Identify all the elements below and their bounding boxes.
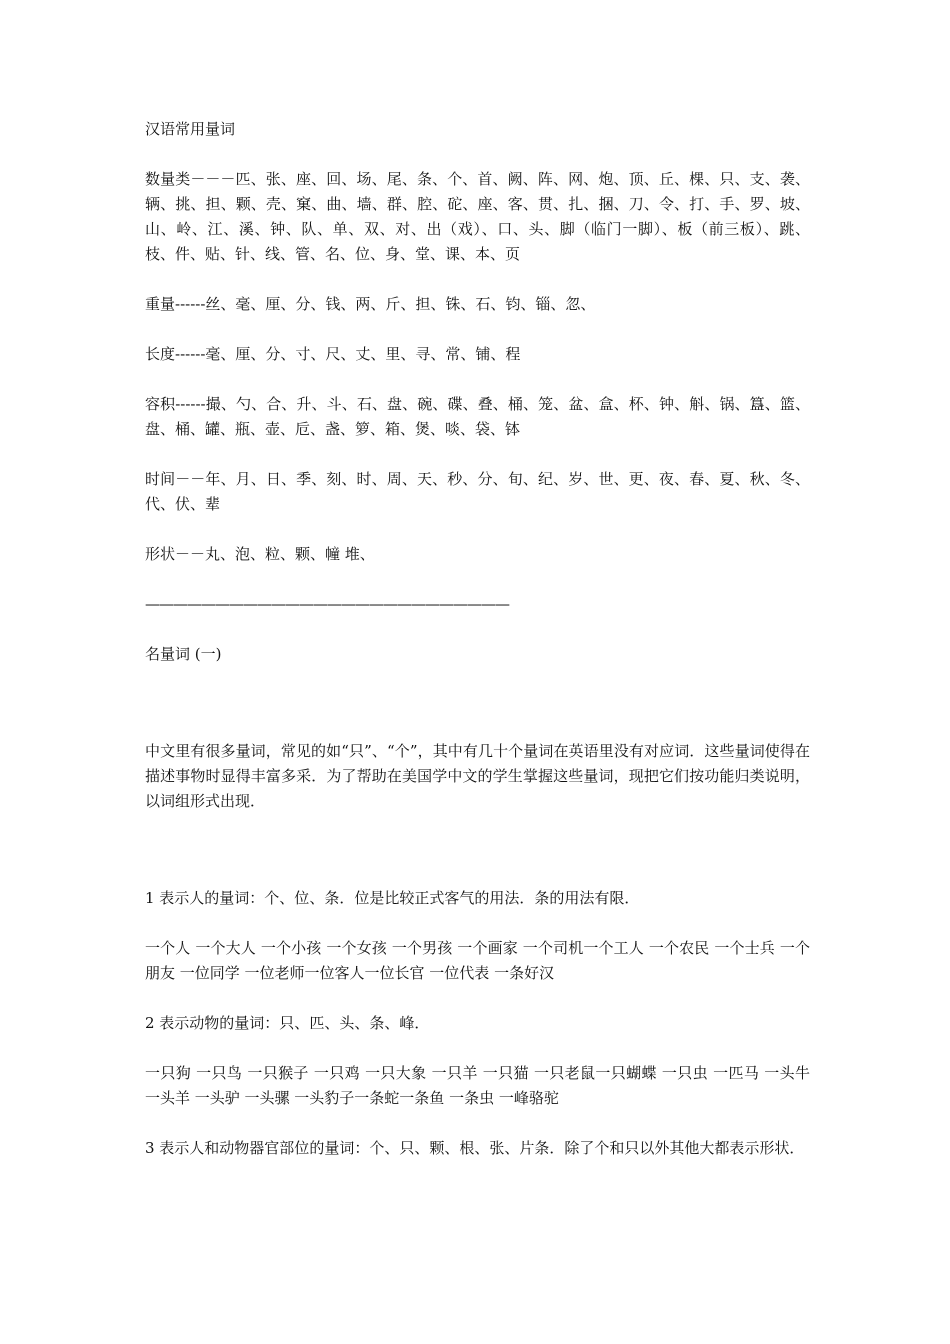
category-time: 时间－－年、月、日、季、刻、时、周、天、秒、分、旬、纪、岁、世、更、夜、春、夏、秋、冬、代、伏、辈 bbox=[145, 470, 810, 513]
intro-paragraph: 中文里有很多量词，常见的如“只”、“个”，其中有几十个量词在英语里没有对应词．这些量词使得在描述事物时显得丰富多采．为了帮助在美国学中文的学生掌握这些量词，现把它们按功能归类说明，以词组形式出现． bbox=[145, 742, 810, 810]
item3-heading: 3 表示人和动物器官部位的量词：个、只、颗、根、张、片条．除了个和只以外其他大都表示形状． bbox=[145, 1139, 805, 1157]
item2-examples: 一只狗 一只鸟 一只猴子 一只鸡 一只大象 一只羊 一只猫 一只老鼠一只蝴蝶 一只虫 一匹马 一头牛 一头羊 一头驴 一头骡 一头豹子一条蛇一条鱼 一条虫 一峰骆驼 bbox=[145, 1064, 810, 1107]
divider-line: —————————————————————————— bbox=[145, 595, 509, 613]
category-length: 长度------毫、厘、分、寸、尺、丈、里、寻、常、铺、程 bbox=[145, 345, 521, 363]
document-body bbox=[145, 117, 810, 1161]
document-title: 汉语常用量词 bbox=[145, 120, 236, 138]
item2-heading: 2 表示动物的量词：只、匹、头、条、峰． bbox=[145, 1014, 430, 1032]
item1-examples: 一个人 一个大人 一个小孩 一个女孩 一个男孩 一个画家 一个司机一个工人 一个农民 一个士兵 一个朋友 一位同学 一位老师一位客人一位长官 一位代表 一条好汉 bbox=[145, 939, 810, 982]
category-weight: 重量------丝、毫、厘、分、钱、两、斤、担、铢、石、钧、锱、忽、 bbox=[145, 295, 596, 313]
item1-heading: 1 表示人的量词：个、位、条．位是比较正式客气的用法．条的用法有限． bbox=[145, 889, 640, 907]
category-shape: 形状－－丸、泡、粒、颗、幢 堆、 bbox=[145, 545, 375, 563]
category-quantity: 数量类－－－匹、张、座、回、场、尾、条、个、首、阙、阵、网、炮、顶、丘、棵、只、支、袭、辆、挑、担、颗、壳、窠、曲、墙、群、腔、砣、座、客、贯、扎、捆、刀、令、打、手、罗、坡、山、岭、江、溪、钟、队、单、双、对、出（戏）、口、头、脚（临门一脚）、板（前三板）、跳、枝、件、贴、针、线、管、名、位、身、堂、课、本、页 bbox=[145, 170, 810, 263]
category-volume: 容积------撮、勺、合、升、斗、石、盘、碗、碟、叠、桶、笼、盆、盒、杯、钟、斛、锅、簋、篮、盘、桶、罐、瓶、壶、卮、盏、箩、箱、煲、啖、袋、钵 bbox=[145, 395, 810, 438]
section-heading: 名量词 (一) bbox=[145, 645, 222, 663]
